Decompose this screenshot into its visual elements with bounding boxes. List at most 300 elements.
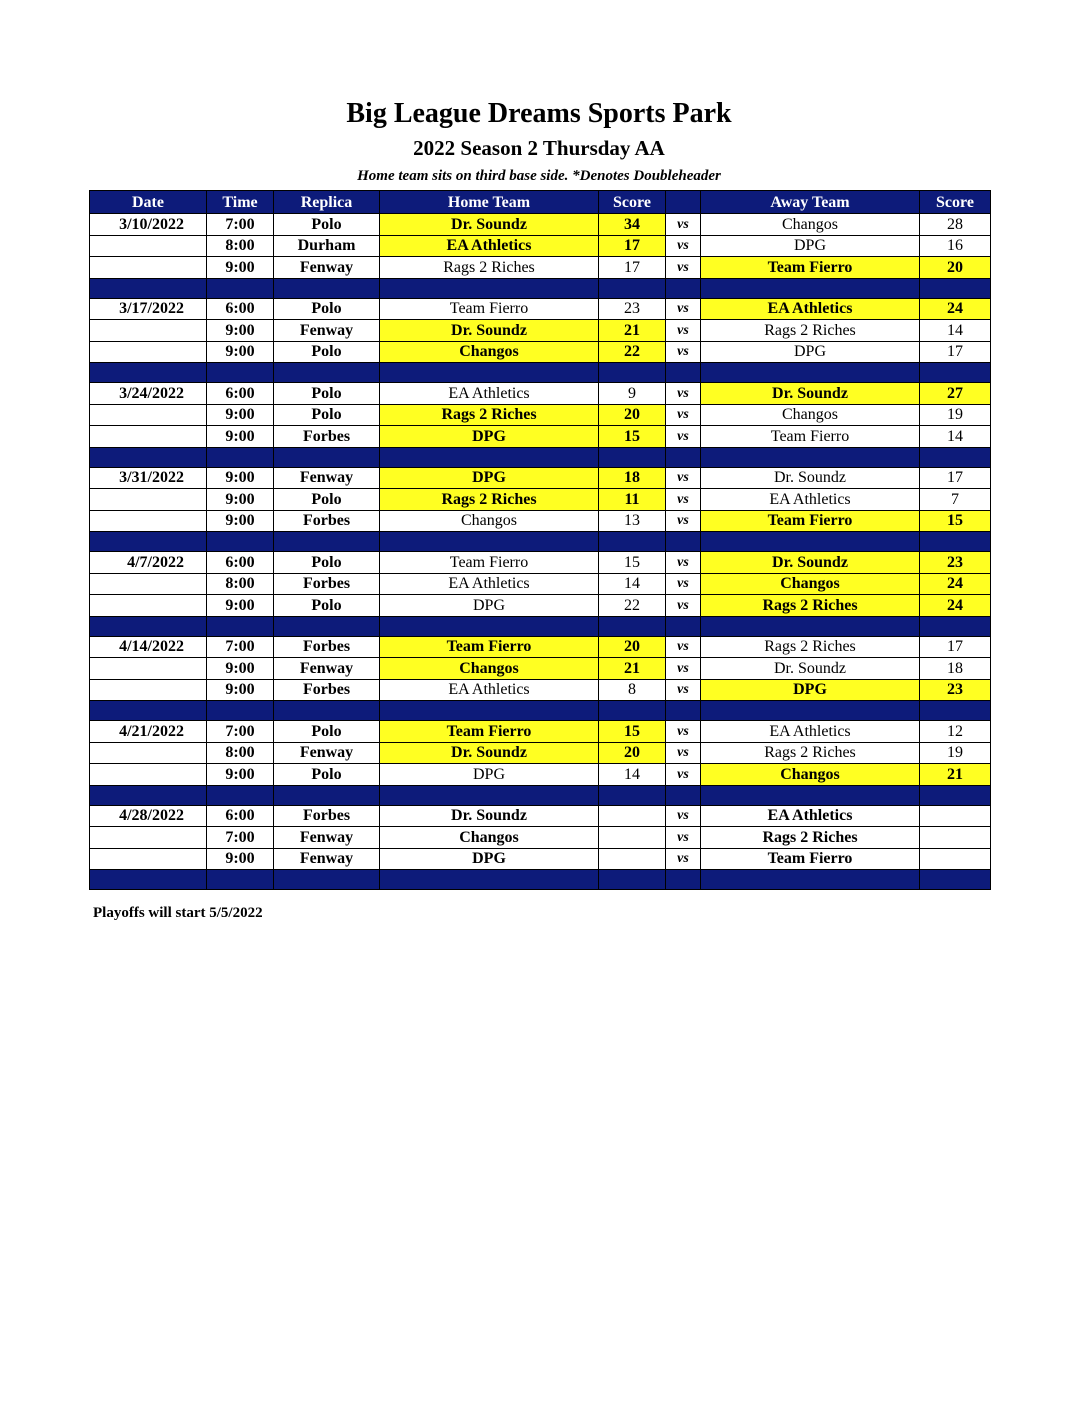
away-team: Dr. Soundz	[701, 467, 920, 489]
home-team: Dr. Soundz	[380, 805, 599, 827]
separator-cell	[599, 532, 666, 552]
away-score: 19	[920, 404, 991, 426]
game-time: 9:00	[207, 489, 274, 511]
separator-cell	[207, 701, 274, 721]
away-team: DPG	[701, 679, 920, 701]
vs-label: vs	[666, 658, 701, 680]
home-score: 15	[599, 426, 666, 448]
table-row	[90, 467, 991, 489]
away-score: 12	[920, 721, 991, 743]
table-header-row	[90, 191, 991, 214]
vs-label: vs	[666, 426, 701, 448]
game-replica-field: Forbes	[274, 805, 380, 827]
separator-cell	[666, 363, 701, 383]
separator-cell	[90, 616, 207, 636]
separator-cell	[380, 532, 599, 552]
away-score: 17	[920, 636, 991, 658]
separator-cell	[666, 870, 701, 890]
game-replica-field: Forbes	[274, 510, 380, 532]
separator-cell	[599, 870, 666, 890]
game-time: 8:00	[207, 573, 274, 595]
away-score: 28	[920, 214, 991, 236]
game-replica-field: Fenway	[274, 320, 380, 342]
game-date	[90, 658, 207, 680]
home-score: 23	[599, 298, 666, 320]
game-time: 9:00	[207, 658, 274, 680]
separator-cell	[701, 363, 920, 383]
game-time: 9:00	[207, 467, 274, 489]
home-score: 21	[599, 320, 666, 342]
header-home-team: Home Team	[380, 191, 599, 214]
game-date	[90, 426, 207, 448]
game-replica-field: Fenway	[274, 827, 380, 849]
separator-cell	[380, 701, 599, 721]
home-score: 20	[599, 404, 666, 426]
home-score: 11	[599, 489, 666, 511]
vs-label: vs	[666, 679, 701, 701]
home-score: 20	[599, 636, 666, 658]
separator-cell	[599, 447, 666, 467]
separator-cell	[666, 616, 701, 636]
game-time: 8:00	[207, 235, 274, 257]
week-separator	[90, 616, 991, 636]
schedule-note: Home team sits on third base side. *Denotes Doubleheader	[357, 168, 721, 184]
separator-cell	[274, 278, 380, 298]
separator-cell	[380, 363, 599, 383]
header-date: Date	[90, 191, 207, 214]
table-row	[90, 214, 991, 236]
vs-label: vs	[666, 257, 701, 279]
home-team: Team Fierro	[380, 552, 599, 574]
game-time: 9:00	[207, 320, 274, 342]
separator-cell	[920, 701, 991, 721]
home-team: Rags 2 Riches	[380, 404, 599, 426]
table-row	[90, 235, 991, 257]
home-team: Dr. Soundz	[380, 742, 599, 764]
home-score: 13	[599, 510, 666, 532]
separator-cell	[701, 870, 920, 890]
separator-cell	[380, 616, 599, 636]
game-time: 6:00	[207, 298, 274, 320]
game-replica-field: Forbes	[274, 426, 380, 448]
game-date: 3/31/2022	[90, 467, 207, 489]
away-score: 15	[920, 510, 991, 532]
game-date: 4/21/2022	[90, 721, 207, 743]
table-row	[90, 805, 991, 827]
game-replica-field: Polo	[274, 595, 380, 617]
separator-cell	[920, 447, 991, 467]
home-score: 34	[599, 214, 666, 236]
game-date	[90, 489, 207, 511]
away-team: Changos	[701, 404, 920, 426]
game-replica-field: Fenway	[274, 467, 380, 489]
away-team: Rags 2 Riches	[701, 320, 920, 342]
schedule-body	[90, 214, 991, 890]
header-away-team: Away Team	[701, 191, 920, 214]
header-replica: Replica	[274, 191, 380, 214]
away-team: EA Athletics	[701, 721, 920, 743]
separator-cell	[380, 785, 599, 805]
separator-cell	[207, 785, 274, 805]
home-score	[599, 827, 666, 849]
vs-label: vs	[666, 573, 701, 595]
away-team: Dr. Soundz	[701, 552, 920, 574]
away-score: 17	[920, 467, 991, 489]
separator-cell	[666, 785, 701, 805]
game-date	[90, 595, 207, 617]
away-score: 18	[920, 658, 991, 680]
separator-cell	[274, 532, 380, 552]
home-team: DPG	[380, 595, 599, 617]
home-score: 14	[599, 573, 666, 595]
vs-label: vs	[666, 848, 701, 870]
vs-label: vs	[666, 721, 701, 743]
home-team: DPG	[380, 426, 599, 448]
separator-cell	[920, 616, 991, 636]
separator-cell	[666, 278, 701, 298]
game-time: 6:00	[207, 552, 274, 574]
away-score	[920, 805, 991, 827]
separator-cell	[207, 616, 274, 636]
separator-cell	[920, 278, 991, 298]
game-replica-field: Polo	[274, 383, 380, 405]
away-score: 23	[920, 679, 991, 701]
week-separator	[90, 447, 991, 467]
header-vs	[666, 191, 701, 214]
home-team: Changos	[380, 341, 599, 363]
game-date	[90, 341, 207, 363]
home-score: 15	[599, 552, 666, 574]
separator-cell	[701, 532, 920, 552]
away-score: 27	[920, 383, 991, 405]
separator-cell	[207, 532, 274, 552]
separator-cell	[380, 870, 599, 890]
table-row	[90, 552, 991, 574]
away-score: 7	[920, 489, 991, 511]
home-team: Dr. Soundz	[380, 214, 599, 236]
separator-cell	[920, 532, 991, 552]
game-replica-field: Fenway	[274, 257, 380, 279]
game-time: 9:00	[207, 679, 274, 701]
game-replica-field: Forbes	[274, 636, 380, 658]
separator-cell	[599, 363, 666, 383]
game-time: 7:00	[207, 721, 274, 743]
table-row	[90, 510, 991, 532]
game-replica-field: Polo	[274, 489, 380, 511]
game-date	[90, 573, 207, 595]
separator-cell	[274, 363, 380, 383]
away-score: 24	[920, 298, 991, 320]
away-score: 16	[920, 235, 991, 257]
separator-cell	[90, 363, 207, 383]
table-row	[90, 404, 991, 426]
away-team: EA Athletics	[701, 298, 920, 320]
separator-cell	[90, 278, 207, 298]
game-replica-field: Forbes	[274, 679, 380, 701]
game-replica-field: Fenway	[274, 742, 380, 764]
away-team: Dr. Soundz	[701, 658, 920, 680]
home-score: 22	[599, 341, 666, 363]
page-subtitle: 2022 Season 2 Thursday AA	[413, 136, 665, 160]
table-row	[90, 636, 991, 658]
separator-cell	[599, 278, 666, 298]
away-score: 24	[920, 573, 991, 595]
game-date	[90, 742, 207, 764]
home-team: Dr. Soundz	[380, 320, 599, 342]
header-away-score: Score	[920, 191, 991, 214]
separator-cell	[274, 870, 380, 890]
home-team: DPG	[380, 467, 599, 489]
game-replica-field: Polo	[274, 552, 380, 574]
game-time: 7:00	[207, 636, 274, 658]
separator-cell	[207, 363, 274, 383]
vs-label: vs	[666, 383, 701, 405]
separator-cell	[666, 701, 701, 721]
home-team: Team Fierro	[380, 636, 599, 658]
separator-cell	[599, 701, 666, 721]
separator-cell	[701, 785, 920, 805]
away-team: Changos	[701, 573, 920, 595]
separator-cell	[701, 447, 920, 467]
week-separator	[90, 278, 991, 298]
vs-label: vs	[666, 552, 701, 574]
game-time: 7:00	[207, 214, 274, 236]
game-date: 3/10/2022	[90, 214, 207, 236]
separator-cell	[274, 447, 380, 467]
game-date	[90, 510, 207, 532]
game-time: 9:00	[207, 510, 274, 532]
table-row	[90, 721, 991, 743]
game-date	[90, 257, 207, 279]
away-team: EA Athletics	[701, 805, 920, 827]
home-team: Team Fierro	[380, 298, 599, 320]
game-date	[90, 404, 207, 426]
game-replica-field: Polo	[274, 721, 380, 743]
game-date: 3/17/2022	[90, 298, 207, 320]
away-score: 17	[920, 341, 991, 363]
game-time: 8:00	[207, 742, 274, 764]
vs-label: vs	[666, 235, 701, 257]
table-row	[90, 764, 991, 786]
away-team: Team Fierro	[701, 848, 920, 870]
away-team: EA Athletics	[701, 489, 920, 511]
home-team: Changos	[380, 510, 599, 532]
home-score: 17	[599, 257, 666, 279]
week-separator	[90, 532, 991, 552]
separator-cell	[599, 616, 666, 636]
game-time: 9:00	[207, 595, 274, 617]
table-row	[90, 383, 991, 405]
separator-cell	[90, 785, 207, 805]
separator-cell	[380, 278, 599, 298]
away-team: Rags 2 Riches	[701, 636, 920, 658]
week-separator	[90, 363, 991, 383]
vs-label: vs	[666, 489, 701, 511]
away-team: Team Fierro	[701, 426, 920, 448]
separator-cell	[207, 870, 274, 890]
table-row	[90, 489, 991, 511]
game-replica-field: Fenway	[274, 658, 380, 680]
separator-cell	[920, 870, 991, 890]
separator-cell	[701, 701, 920, 721]
away-team: Rags 2 Riches	[701, 742, 920, 764]
game-date: 4/14/2022	[90, 636, 207, 658]
separator-cell	[90, 447, 207, 467]
table-row	[90, 341, 991, 363]
vs-label: vs	[666, 341, 701, 363]
home-team: Changos	[380, 827, 599, 849]
game-date	[90, 320, 207, 342]
vs-label: vs	[666, 742, 701, 764]
game-time: 9:00	[207, 426, 274, 448]
away-score: 19	[920, 742, 991, 764]
table-row	[90, 426, 991, 448]
game-replica-field: Polo	[274, 298, 380, 320]
home-score: 22	[599, 595, 666, 617]
away-score: 21	[920, 764, 991, 786]
game-time: 6:00	[207, 805, 274, 827]
home-team: Rags 2 Riches	[380, 257, 599, 279]
separator-cell	[274, 616, 380, 636]
separator-cell	[90, 532, 207, 552]
week-separator	[90, 785, 991, 805]
vs-label: vs	[666, 467, 701, 489]
table-row	[90, 658, 991, 680]
table-row	[90, 595, 991, 617]
away-score: 24	[920, 595, 991, 617]
game-date	[90, 235, 207, 257]
separator-cell	[599, 785, 666, 805]
separator-cell	[274, 785, 380, 805]
separator-cell	[207, 278, 274, 298]
game-replica-field: Polo	[274, 764, 380, 786]
separator-cell	[701, 616, 920, 636]
week-separator	[90, 701, 991, 721]
away-score	[920, 848, 991, 870]
game-date: 3/24/2022	[90, 383, 207, 405]
home-score: 8	[599, 679, 666, 701]
home-team: DPG	[380, 764, 599, 786]
week-separator	[90, 870, 991, 890]
separator-cell	[274, 701, 380, 721]
away-team: Changos	[701, 214, 920, 236]
vs-label: vs	[666, 298, 701, 320]
away-team: Dr. Soundz	[701, 383, 920, 405]
away-team: Rags 2 Riches	[701, 827, 920, 849]
away-score: 14	[920, 320, 991, 342]
home-score: 15	[599, 721, 666, 743]
game-replica-field: Polo	[274, 404, 380, 426]
game-replica-field: Polo	[274, 341, 380, 363]
away-team: DPG	[701, 235, 920, 257]
vs-label: vs	[666, 827, 701, 849]
home-team: DPG	[380, 848, 599, 870]
away-team: Team Fierro	[701, 257, 920, 279]
separator-cell	[920, 363, 991, 383]
game-replica-field: Polo	[274, 214, 380, 236]
separator-cell	[666, 532, 701, 552]
away-team: Team Fierro	[701, 510, 920, 532]
home-score: 9	[599, 383, 666, 405]
away-team: Changos	[701, 764, 920, 786]
vs-label: vs	[666, 764, 701, 786]
game-replica-field: Forbes	[274, 573, 380, 595]
table-row	[90, 298, 991, 320]
home-score: 17	[599, 235, 666, 257]
separator-cell	[380, 447, 599, 467]
header-home-score: Score	[599, 191, 666, 214]
game-replica-field: Durham	[274, 235, 380, 257]
away-score: 23	[920, 552, 991, 574]
table-row	[90, 573, 991, 595]
table-row	[90, 320, 991, 342]
home-team: EA Athletics	[380, 679, 599, 701]
table-row	[90, 679, 991, 701]
vs-label: vs	[666, 805, 701, 827]
table-row	[90, 827, 991, 849]
game-date: 4/7/2022	[90, 552, 207, 574]
page-title: Big League Dreams Sports Park	[346, 98, 732, 129]
home-team: Rags 2 Riches	[380, 489, 599, 511]
game-time: 9:00	[207, 764, 274, 786]
home-team: EA Athletics	[380, 235, 599, 257]
vs-label: vs	[666, 214, 701, 236]
away-team: DPG	[701, 341, 920, 363]
separator-cell	[207, 447, 274, 467]
away-team: Rags 2 Riches	[701, 595, 920, 617]
separator-cell	[90, 870, 207, 890]
game-time: 9:00	[207, 848, 274, 870]
game-replica-field: Fenway	[274, 848, 380, 870]
home-team: Changos	[380, 658, 599, 680]
vs-label: vs	[666, 510, 701, 532]
separator-cell	[920, 785, 991, 805]
home-team: Team Fierro	[380, 721, 599, 743]
header-time: Time	[207, 191, 274, 214]
game-date	[90, 827, 207, 849]
home-team: EA Athletics	[380, 383, 599, 405]
table-row	[90, 848, 991, 870]
playoffs-note: Playoffs will start 5/5/2022	[93, 905, 263, 921]
away-score: 20	[920, 257, 991, 279]
separator-cell	[701, 278, 920, 298]
vs-label: vs	[666, 320, 701, 342]
game-time: 9:00	[207, 257, 274, 279]
home-score: 18	[599, 467, 666, 489]
separator-cell	[90, 701, 207, 721]
game-date: 4/28/2022	[90, 805, 207, 827]
vs-label: vs	[666, 595, 701, 617]
home-score: 20	[599, 742, 666, 764]
away-score: 14	[920, 426, 991, 448]
home-score	[599, 848, 666, 870]
home-score: 14	[599, 764, 666, 786]
game-date	[90, 679, 207, 701]
separator-cell	[666, 447, 701, 467]
game-time: 7:00	[207, 827, 274, 849]
game-time: 9:00	[207, 341, 274, 363]
away-score	[920, 827, 991, 849]
schedule-table	[89, 190, 991, 890]
game-time: 6:00	[207, 383, 274, 405]
game-time: 9:00	[207, 404, 274, 426]
vs-label: vs	[666, 404, 701, 426]
vs-label: vs	[666, 636, 701, 658]
table-row	[90, 257, 991, 279]
game-date	[90, 764, 207, 786]
home-team: EA Athletics	[380, 573, 599, 595]
table-row	[90, 742, 991, 764]
